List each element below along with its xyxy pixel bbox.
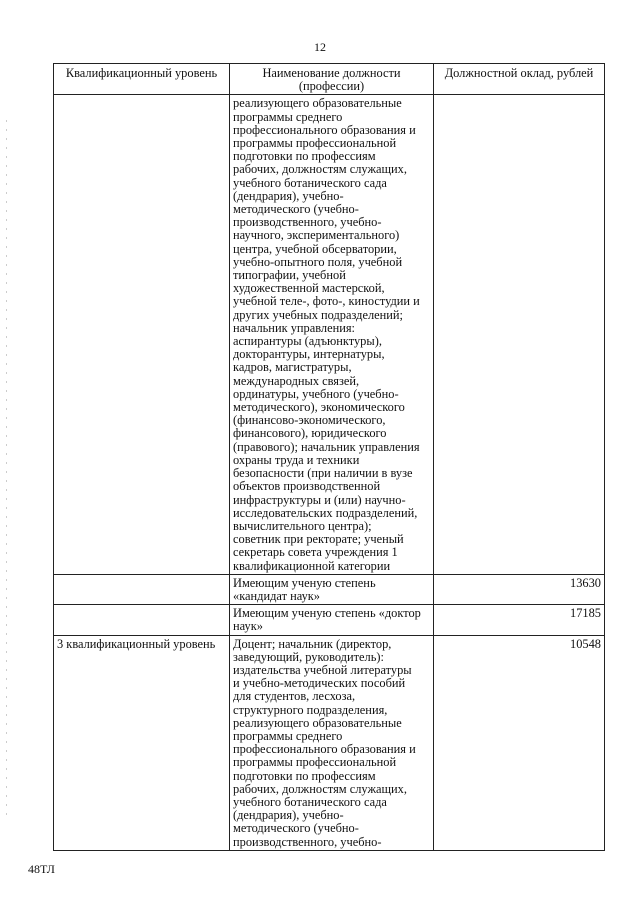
salary-cell: 10548 xyxy=(434,635,605,850)
level-cell xyxy=(54,605,230,635)
salary-cell: 13630 xyxy=(434,574,605,604)
table-row xyxy=(54,635,605,850)
footer-code: 48ТЛ xyxy=(28,862,55,876)
scan-edge-artifact xyxy=(6,120,7,820)
position-cell: Доцент; начальник (директор, заведующий, руководитель): издательства учебной литературы и учебно-методических пособий для студентов, лесхоза, структурного подразделения, реализующего образовательные программы среднего профессионального образования и программы профессиональной подготовки по профессиям рабочих, должностям служащих, учебного ботанического сада (дендрария), учебно- методического (учебно- производственного, учебно- xyxy=(230,635,434,850)
position-cell: Имеющим ученую степень «доктор наук» xyxy=(230,605,434,635)
salary-cell: 17185 xyxy=(434,605,605,635)
position-cell: Имеющим ученую степень «кандидат наук» xyxy=(230,574,434,604)
table-row xyxy=(54,574,605,604)
level-cell xyxy=(54,574,230,604)
level-cell xyxy=(54,95,230,574)
header-position: Наименование должности (профессии) xyxy=(230,64,434,95)
table-row xyxy=(54,605,605,635)
salary-table xyxy=(53,63,605,851)
position-cell: реализующего образовательные программы среднего профессионального образования и программы профессиональной подготовки по профессиям рабочих, должностям служащих, учебного ботанического сада (дендрария), учебно- методического (учебно- производственного, учебно- научного, экспериментального) центра, учебной обсерватории, учебно-опытного поля, учебной типографии, учебной художественной мастерской, учебной теле-, фото-, киностудии и других учебных подразделений; начальник управления: аспирантуры (адъюнктуры), докторантуры, интернатуры, кадров, магистратуры, международных связей, ординатуры, учебного (учебно- методического), экономического (финансово-экономического, финансового), юридического (правового); начальник управления охраны труда и техники безопасности (при наличии в вузе объектов производственной инфраструктуры и (или) научно- исследовательских подразделений, вычислительного центра); советник при ректорате; ученый секретарь совета учреждения 1 квалификационной категории xyxy=(230,95,434,574)
page-number: 12 xyxy=(314,40,326,54)
header-level: Квалификационный уровень xyxy=(54,64,230,95)
table-row xyxy=(54,95,605,574)
salary-cell xyxy=(434,95,605,574)
table-header-row xyxy=(54,64,605,95)
header-salary: Должностной оклад, рублей xyxy=(434,64,605,95)
level-cell: 3 квалификационный уровень xyxy=(54,635,230,850)
